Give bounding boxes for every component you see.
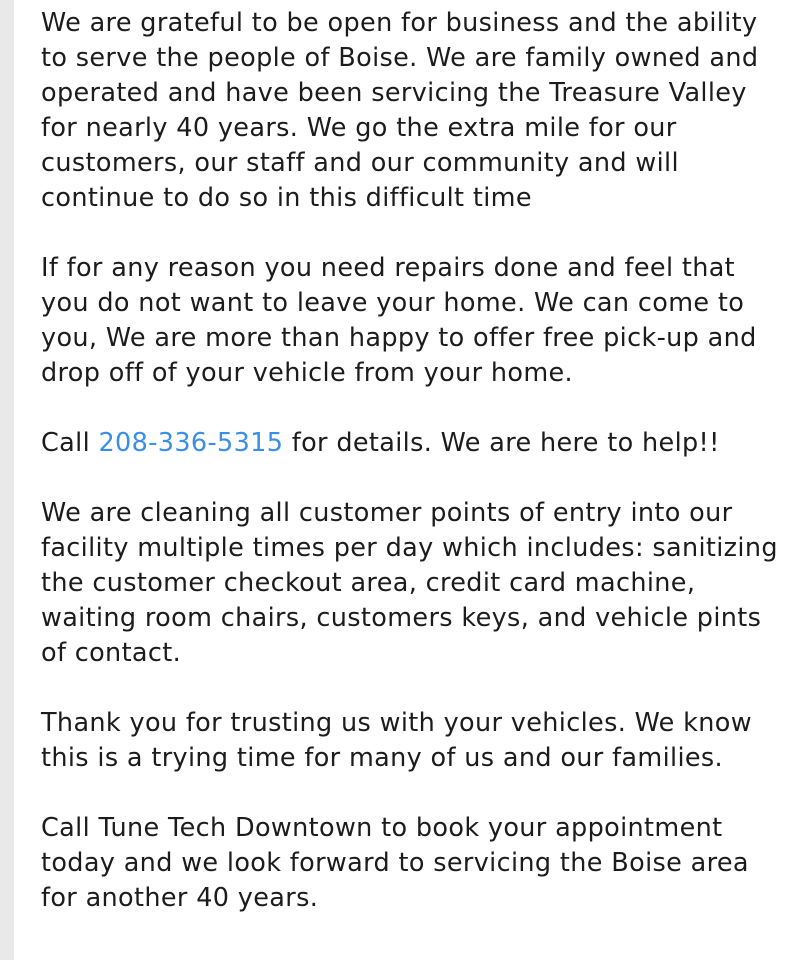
paragraph-book-appointment: Call Tune Tech Downtown to book your appointment today and we look forward to servicing the Boise area for another 40 years. — [41, 813, 749, 913]
phone-number-link[interactable]: 208-336-5315 — [98, 428, 284, 458]
paragraph-call-line — [41, 426, 781, 461]
left-margin-strip — [0, 0, 14, 960]
paragraph-intro: We are grateful to be open for business and the ability to serve the people of Boise. We are family owned and operated and have been servicing the Treasure Valley for nearly 40 years. We go the extra mile for our customers, our staff and our community and will continue to do so in this difficult time — [41, 8, 759, 213]
paragraph-thank-you: Thank you for trusting us with your vehicles. We know this is a trying time for many of us and our families. — [41, 708, 752, 773]
call-prefix-text: Call — [41, 428, 99, 458]
paragraph-cleaning: We are cleaning all customer points of entry into our facility multiple times per day which includes: sanitizing the customer checkout area, credit card machine, waiting room chairs, customers keys, and vehicle pints of contact. — [41, 498, 778, 668]
message-body — [41, 6, 781, 916]
call-suffix-text: for details. We are here to help!! — [283, 428, 720, 458]
paragraph-pickup-offer: If for any reason you need repairs done and feel that you do not want to leave your home. We can come to you, We are more than happy to offer free pick-up and drop off of your vehicle from your home. — [41, 253, 757, 388]
